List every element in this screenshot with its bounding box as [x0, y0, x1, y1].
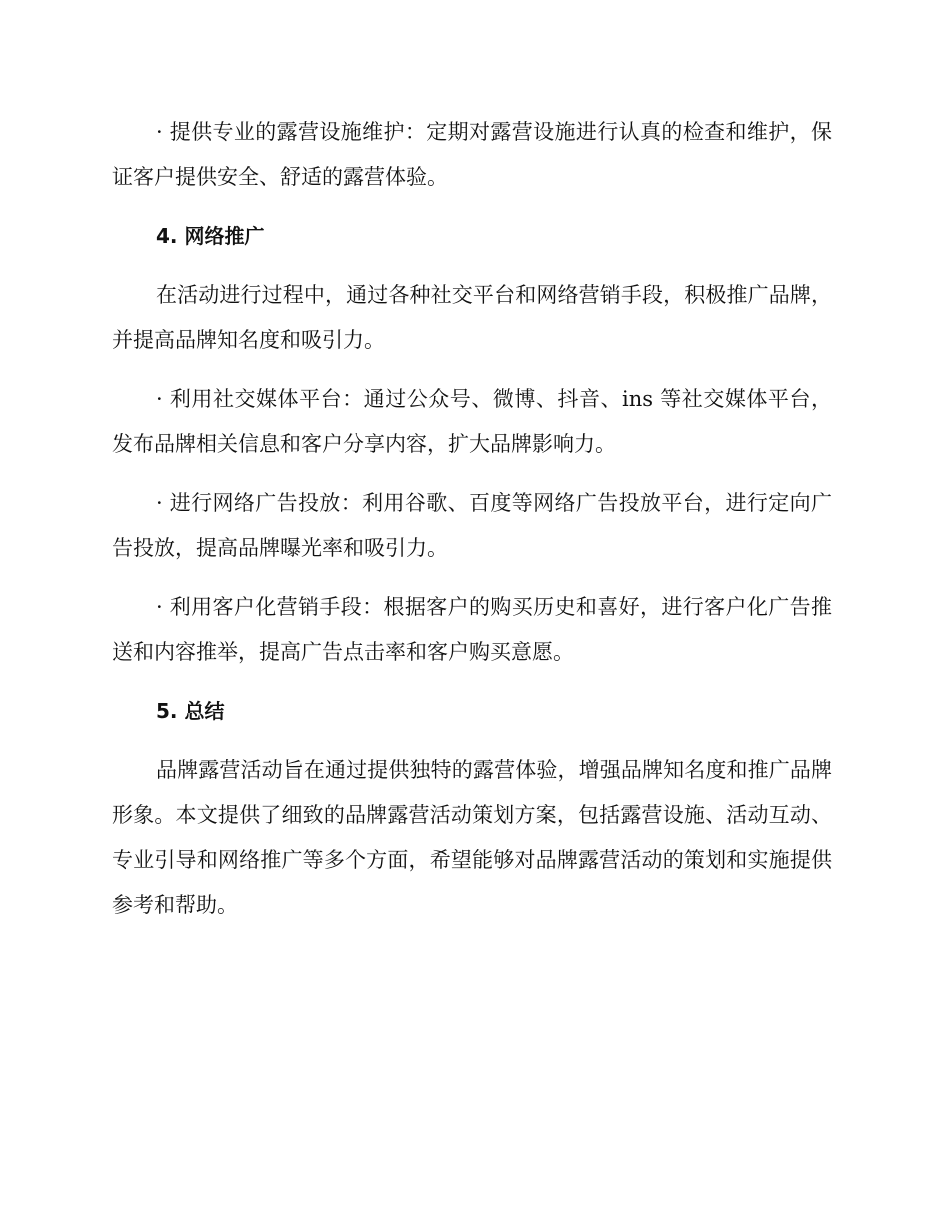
bullet-facility-maintenance: · 提供专业的露营设施维护：定期对露营设施进行认真的检查和维护，保证客户提供安全、舒适的露营体验。 — [112, 120, 832, 189]
bullet-social-media: · 利用社交媒体平台：通过公众号、微博、抖音、ins 等社交媒体平台，发布品牌相关信息和客户分享内容，扩大品牌影响力。 — [112, 387, 832, 456]
bullet-online-ads: · 进行网络广告投放：利用谷歌、百度等网络广告投放平台，进行定向广告投放，提高品牌曝光率和吸引力。 — [112, 491, 832, 560]
paragraph-promotion-intro: 在活动进行过程中，通过各种社交平台和网络营销手段，积极推广品牌，并提高品牌知名度和吸引力。 — [112, 283, 832, 352]
bullet-customized-marketing: · 利用客户化营销手段：根据客户的购买历史和喜好，进行客户化广告推送和内容推举，提高广告点击率和客户购买意愿。 — [112, 595, 832, 664]
paragraph-summary: 品牌露营活动旨在通过提供独特的露营体验，增强品牌知名度和推广品牌形象。本文提供了细致的品牌露营活动策划方案，包括露营设施、活动互动、专业引导和网络推广等多个方面，希望能够对品牌露营活动的策划和实施提供参考和帮助。 — [112, 758, 832, 917]
document-page — [112, 110, 832, 928]
section-heading-network-promotion: 4. 网络推广 — [156, 224, 265, 248]
section-heading-summary: 5. 总结 — [156, 699, 225, 723]
